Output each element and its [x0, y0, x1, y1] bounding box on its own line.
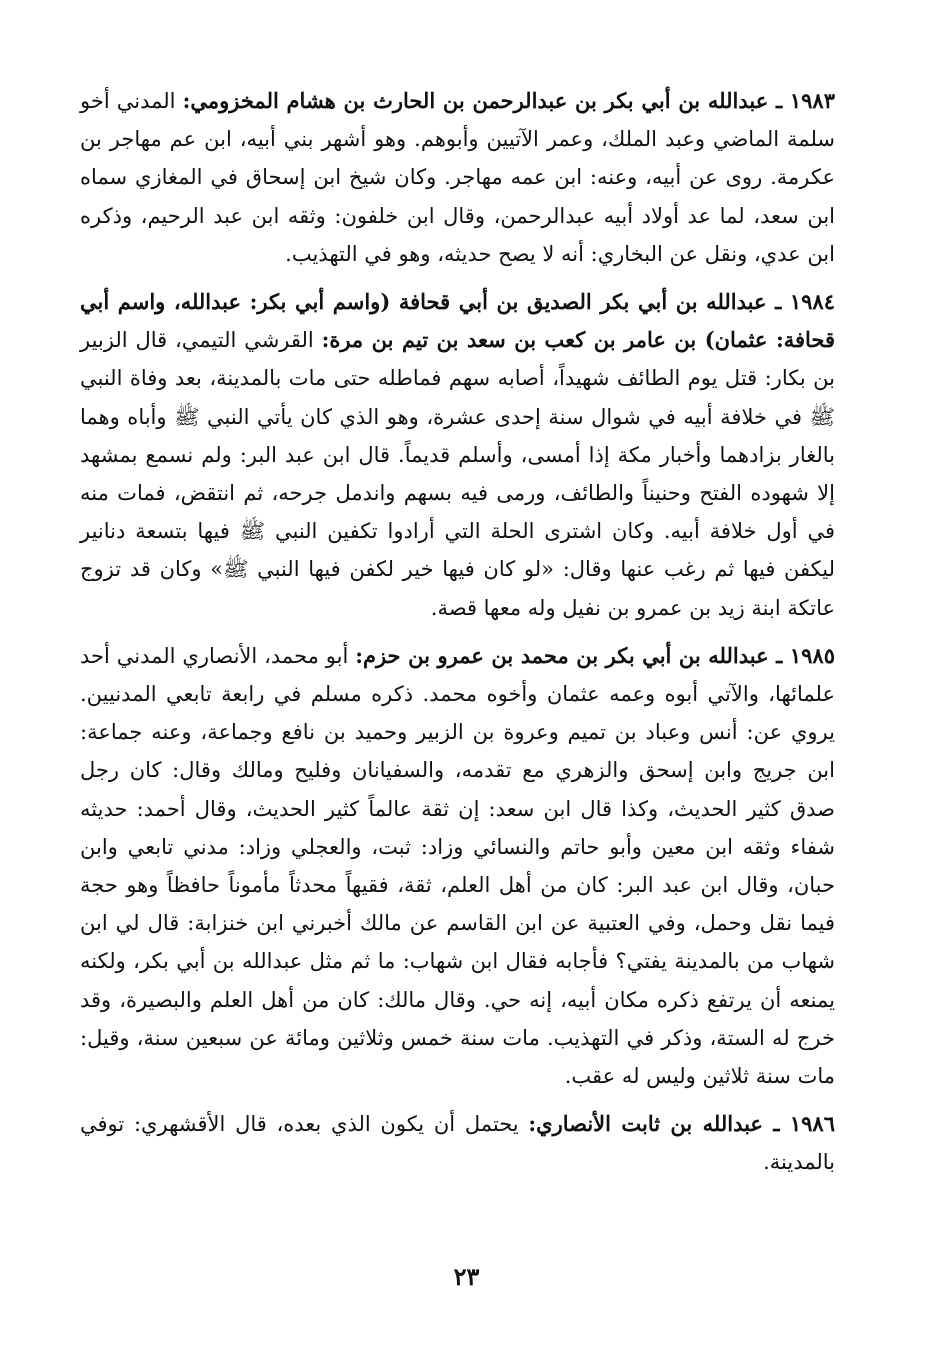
- entry-text: المدني أخو سلمة الماضي وعبد الملك، وعمر الآتيين وأبوهم. وهو أشهر بني أبيه، ابن عم مهاجر بن عكرمة. روى عن أبيه، وعنه: ابن عمه مهاجر. وكان شيخ ابن إسحاق في المغازي سماه ابن سعد، لما عد أولاد أبيه عبدالرحمن، وقال ابن خلفون: وثقه ابن عبد الرحيم، وذكره ابن عدي، ونقل عن البخاري: أنه لا يصح حديثه، وهو في التهذيب.: [80, 89, 836, 266]
- entry-heading: ١٩٨٥ ـ عبدالله بن أبي بكر بن محمد بن عمرو بن حزم:: [355, 642, 835, 668]
- page-number: ٢٣: [453, 1262, 480, 1291]
- entry-1986: [80, 1105, 835, 1181]
- entry-heading: ١٩٨٦ ـ عبدالله بن ثابت الأنصاري:: [528, 1111, 835, 1137]
- page-body: [80, 82, 835, 1192]
- entry-text: أبو محمد، الأنصاري المدني أحد علمائها، والآتي أبوه وعمه عثمان وأخوه محمد. ذكره مسلم في رابعة تابعي المدنيين. يروي عن: أنس وعباد بن تميم وعروة بن الزبير وحميد بن نافع وجماعة، وعنه جماعة: ابن جريج وابن إسحق والزهري مع تقدمه، والسفيانان وفليح ومالك وقال: كان رجل صدق كثير الحديث، وكذا قال ابن سعد: إن ثقة عالماً كثير الحديث، وقال أحمد: حديثه شفاء وثقه ابن معين وأبو حاتم والنسائي وزاد: ثبت، والعجلي وزاد: مدني تابعي وابن حبان، وقال ابن عبد البر: كان من أهل العلم، ثقة، فقيهاً محدثاً مأموناً حافظاً وهو حجة فيما نقل وحمل، وفي العتبية عن ابن القاسم عن مالك أخبرني ابن خنزابة: قال لي ابن شهاب من بالمدينة يفتي؟ فأجابه فقال ابن شهاب: ما ثم مثل عبدالله بن أبي بكر، ولكنه يمنعه أن يرتفع ذكره مكان أبيه، إنه حي. وقال مالك: كان من أهل العلم والبصيرة، وقد خرج له الستة، وذكر في التهذيب. مات سنة خمس وثلاثين ومائة عن سبعين سنة، وقيل: مات سنة ثلاثين وليس له عقب.: [80, 643, 835, 1089]
- entry-heading: ١٩٨٣ ـ عبدالله بن أبي بكر بن عبدالرحمن بن الحارث بن هشام المخزومي:: [182, 88, 835, 113]
- entry-heading: ١٩٨٤ ـ عبدالله بن أبي بكر الصديق بن أبي قحافة (واسم أبي بكر: عبدالله، واسم أبي قحافة: عثمان) بن عامر بن كعب بن سعد بن تيم بن مرة:: [80, 289, 835, 353]
- entry-1985: [80, 637, 835, 1095]
- entry-1983: [80, 82, 835, 273]
- entry-text: يحتمل أن يكون الذي بعده، قال الأقشهري: توفي بالمدينة.: [80, 1112, 835, 1175]
- entry-1984: [80, 283, 835, 627]
- entry-text: القرشي التيمي، قال الزبير بن بكار: قتل يوم الطائف شهيداً، أصابه سهم فماطله حتى مات بالمدينة، بعد وفاة النبي ﷺ في خلافة أبيه في شوال سنة إحدى عشرة، وهو الذي كان يأتي النبي ﷺ وأباه وهما بالغار بزادهما وأخبار مكة إذا أمسى، وأسلم قديماً. قال ابن عبد البر: ولم نسمع بمشهد إلا شهوده الفتح وحنيناً والطائف، ورمى فيه بسهم واندمل جرحه، ثم انتقض، فمات منه في أول خلافة أبيه. وكان اشترى الحلة التي أرادوا تكفين النبي ﷺ فيها بتسعة دنانير ليكفن فيها ثم رغب عنها وقال: «لو كان فيها خير لكفن فيها النبي ﷺ» وكان قد تزوج عاتكة ابنة زيد بن عمرو بن نفيل وله معها قصة.: [80, 328, 835, 620]
